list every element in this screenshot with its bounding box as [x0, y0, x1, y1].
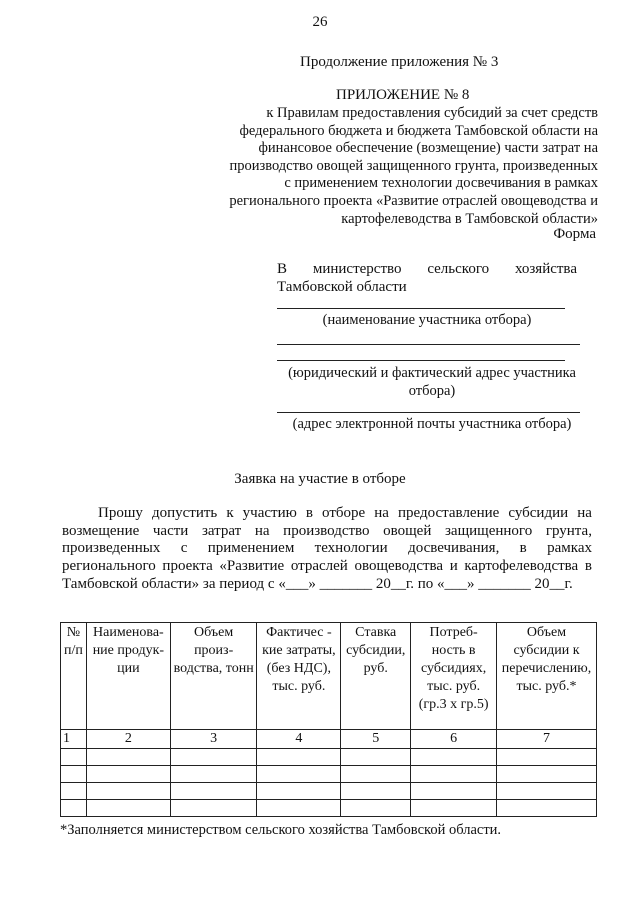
table-cell[interactable]: [61, 800, 87, 817]
table-cell[interactable]: [86, 766, 170, 783]
table-cell[interactable]: [61, 749, 87, 766]
table-row[interactable]: [61, 783, 597, 800]
column-number: 3: [170, 730, 257, 749]
column-header: Наименова-ние продук-ции: [86, 623, 170, 730]
table-cell[interactable]: [257, 783, 341, 800]
addressee-word: министерство: [312, 261, 402, 277]
addressee-word: В: [277, 261, 288, 277]
table-row[interactable]: [61, 766, 597, 783]
column-number: 5: [341, 730, 411, 749]
appendix-line: регионального проекта «Развитие отраслей овощеводства и: [229, 192, 598, 209]
column-header: Потреб-ность в субсидиях, тыс. руб. (гр.3 х гр.5): [411, 623, 497, 730]
table-cell[interactable]: [257, 766, 341, 783]
table-cell[interactable]: [61, 783, 87, 800]
application-text: [62, 505, 592, 594]
form-label: Форма: [553, 226, 596, 242]
addressee-line-2: Тамбовской области: [277, 279, 407, 295]
page-number: 26: [312, 14, 328, 30]
address-line-2[interactable]: [277, 360, 565, 361]
addressee-word: сельского: [427, 261, 490, 277]
appendix-line: производство овощей защищенного грунта, произведенных: [229, 157, 598, 174]
column-header: Объем произ-водства, тонн: [170, 623, 257, 730]
column-number: 1: [61, 730, 87, 749]
subsidy-table: [60, 622, 597, 817]
email-line[interactable]: [277, 412, 580, 413]
column-number: 6: [411, 730, 497, 749]
text-line: произведенных с применением технологии досвечивания, в рамках: [62, 540, 592, 557]
text-line: регионального проекта «Развитие отраслей овощеводства и картофелеводства в: [62, 558, 592, 575]
table-cell[interactable]: [257, 749, 341, 766]
appendix-line: федерального бюджета и бюджета Тамбовской области на: [239, 122, 598, 139]
table-cell[interactable]: [497, 766, 597, 783]
table-cell[interactable]: [170, 749, 257, 766]
table-cell[interactable]: [86, 800, 170, 817]
table-cell[interactable]: [86, 783, 170, 800]
column-header: Объем субсидии к перечислению, тыс. руб.*: [497, 623, 597, 730]
table-header-row: [61, 623, 597, 730]
table-cell[interactable]: [341, 749, 411, 766]
table-cell[interactable]: [411, 766, 497, 783]
column-header: № п/п: [61, 623, 87, 730]
table-cell[interactable]: [341, 766, 411, 783]
participant-name-line[interactable]: [277, 308, 565, 309]
appendix-description: [229, 105, 598, 228]
column-number: 2: [86, 730, 170, 749]
table-cell[interactable]: [411, 800, 497, 817]
table-cell[interactable]: [61, 766, 87, 783]
table-cell[interactable]: [497, 783, 597, 800]
address-line-1[interactable]: [277, 344, 580, 345]
column-header: Ставка субсидии, руб.: [341, 623, 411, 730]
address-caption-line: (юридический и фактический адрес участника: [288, 365, 576, 381]
appendix-title: ПРИЛОЖЕНИЕ № 8: [336, 87, 470, 103]
application-heading: Заявка на участие в отборе: [234, 471, 406, 487]
address-caption: [277, 365, 587, 400]
table-cell[interactable]: [411, 749, 497, 766]
address-caption-line: отбора): [408, 382, 456, 399]
table-cell[interactable]: [341, 783, 411, 800]
appendix-line: картофелеводства в Тамбовской области»: [341, 210, 598, 227]
continuation-label: Продолжение приложения № 3: [300, 54, 499, 70]
table-cell[interactable]: [170, 783, 257, 800]
table-row[interactable]: [61, 749, 597, 766]
table-cell[interactable]: [411, 783, 497, 800]
footnote: *Заполняется министерством сельского хозяйства Тамбовской области.: [60, 822, 502, 838]
email-caption: (адрес электронной почты участника отбора): [292, 416, 572, 432]
column-number: 4: [257, 730, 341, 749]
appendix-line: финансовое обеспечение (возмещение) части затрат на: [258, 140, 598, 157]
appendix-line: с применением технологии досвечивания в рамках: [284, 175, 598, 192]
table-cell[interactable]: [497, 749, 597, 766]
table-cell[interactable]: [257, 800, 341, 817]
text-line-period: Тамбовской области» за период с «___» _______ 20__г. по «___» _______ 20__г.: [62, 575, 573, 592]
addressee-block: [277, 260, 577, 296]
table-row[interactable]: [61, 800, 597, 817]
table-cell[interactable]: [341, 800, 411, 817]
column-number: 7: [497, 730, 597, 749]
text-line: возмещение части затрат на производство овощей защищенного грунта,: [62, 522, 592, 539]
table-cell[interactable]: [86, 749, 170, 766]
appendix-line: к Правилам предоставления субсидий за счет средств: [266, 105, 598, 121]
text-line: Прошу допустить к участию в отборе на предоставление субсидии на: [98, 505, 592, 521]
participant-name-caption: (наименование участника отбора): [322, 312, 532, 328]
column-number-row: [61, 730, 597, 749]
table-cell[interactable]: [497, 800, 597, 817]
column-header: Фактичес - кие затраты, (без НДС), тыс. руб.: [257, 623, 341, 730]
table-cell[interactable]: [170, 800, 257, 817]
table-cell[interactable]: [170, 766, 257, 783]
addressee-word: хозяйства: [514, 261, 577, 277]
